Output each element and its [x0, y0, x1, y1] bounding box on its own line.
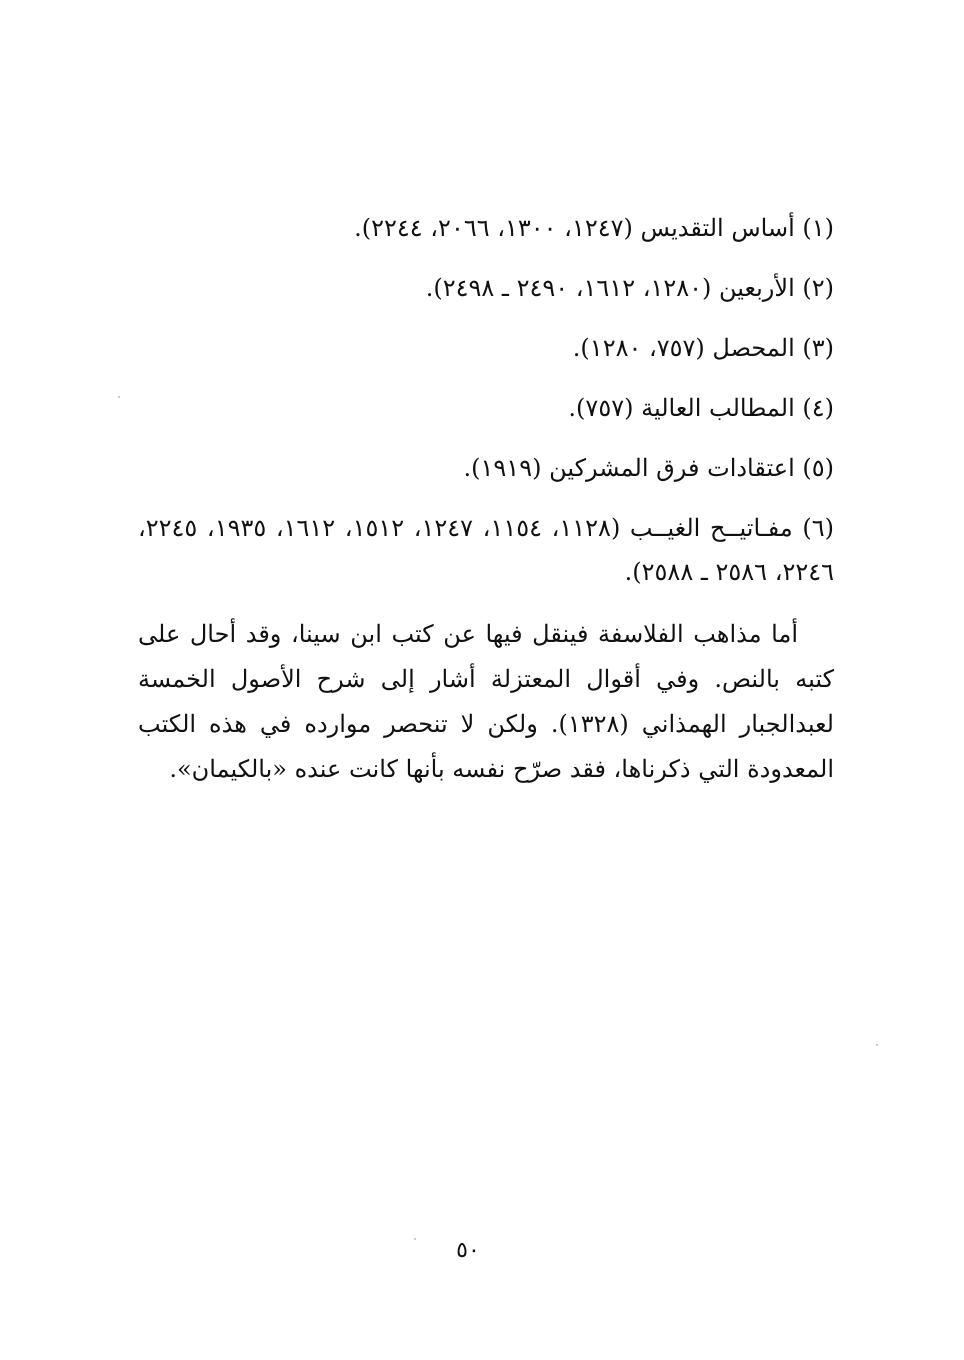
scan-speck — [118, 396, 120, 398]
page-number: ٥٠ — [456, 1238, 480, 1263]
list-item-3: (٣) المحصل (٧٥٧، ١٢٨٠). — [572, 334, 834, 362]
list-item-5: (٥) اعتقادات فرق المشركين (١٩١٩). — [463, 454, 834, 482]
list-item-6: (٦) مفـاتيــح الغيــب (١١٢٨، ١١٥٤، ١٢٤٧، ١٥١٢، ١٦١٢، ١٩٣٥، ٢٢٤٥، ٢٢٤٦، ٢٥٨٦ ـ ٢٥٨٨). — [138, 514, 835, 586]
scan-speck — [414, 1238, 416, 1240]
list-item-1: (١) أساس التقديس (١٢٤٧، ١٣٠٠، ٢٠٦٦، ٢٢٤٤). — [354, 214, 834, 242]
list-item-4: (٤) المطالب العالية (٧٥٧). — [568, 394, 834, 422]
list-block — [138, 198, 834, 606]
scan-speck — [876, 1044, 878, 1046]
list-item-2: (٢) الأربعين (١٢٨٠، ١٦١٢، ٢٤٩٠ ـ ٢٤٩٨). — [425, 274, 834, 302]
body-paragraph-block — [138, 612, 834, 792]
body-paragraph: أما مذاهب الفلاسفة فينقل فيها عن كتب ابن سينا، وقد أحال على كتبه بالنص. وفي أقوال المعتزلة أشار إلى شرح الأصول الخمسة لعبدالجبار الهمذاني (١٣٢٨). ولكن لا تنحصر موارده في هذه الكتب المعدودة التي ذكرناها، فقد صرّح نفسه بأنها كانت عنده «بالكيمان». — [138, 620, 834, 783]
